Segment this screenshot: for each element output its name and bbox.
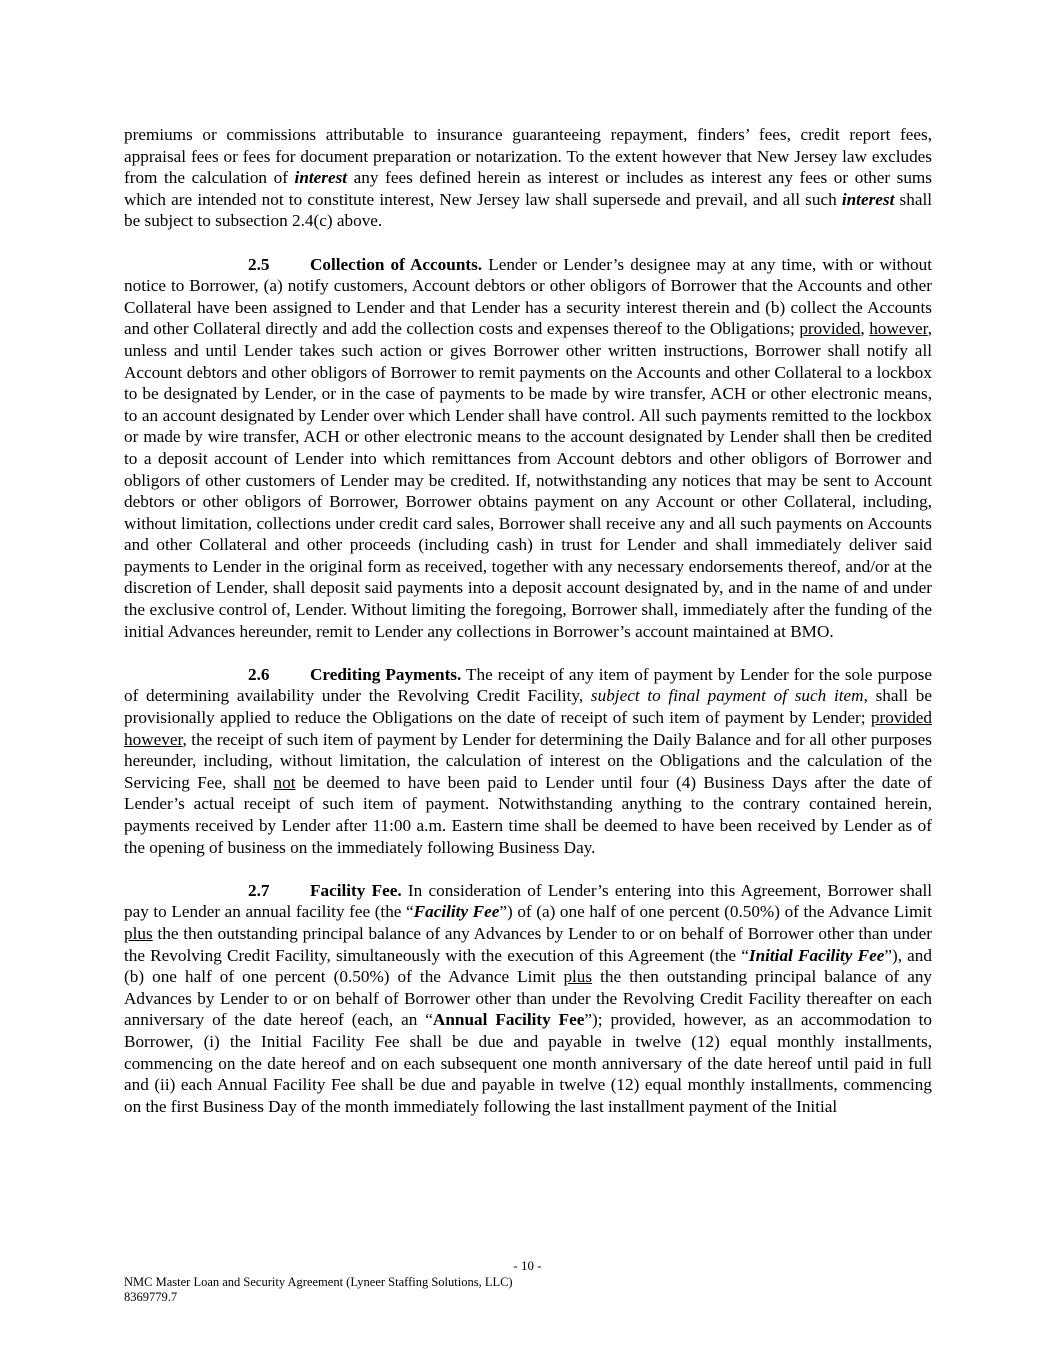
page-number: - 10 - (513, 1258, 542, 1273)
defined-term: Facility Fee (413, 902, 500, 922)
section-number: 2.6 (248, 664, 270, 684)
footer-document-id: 8369779.7 (124, 1290, 178, 1304)
defined-term: Annual Facility Fee (432, 1010, 585, 1030)
section-title: Crediting Payments. (310, 664, 462, 684)
defined-term: interest (841, 189, 895, 209)
document-body (124, 124, 932, 1117)
defined-term: interest (294, 168, 348, 188)
section-2-5: 2.5 Collection of Accounts. Lender or Lender’s designee may at any time, with or without notice to Borrower, (a) notify customers, Account debtors or other obligors of Borrower that the Accounts and other Collateral have been assigned to Lender and that Lender has a security interest therein and (b) collect the Accounts and other Collateral directly and add the collection costs and expenses thereof to the Obligations; provided, however, unless and until Lender takes such action or gives Borrower other written instructions, Borrower shall notify all Account debtors and other obligors of Borrower to remit payments on the Accounts and other Collateral to a lockbox to be designated by Lender, or in the case of payments to be made by wire transfer, ACH or other electronic means, to an account designated by Lender over which Lender shall have control. All such payments remitted to the lockbox or made by wire transfer, ACH or other electronic means to the account designated by Lender shall then be credited to a deposit account of Lender into which remittances from Account debtors and other obligors of Borrower and obligors of other customers of Lender may be credited. If, notwithstanding any notices that may be sent to Account debtors or other obligors of Borrower, Borrower obtains payment on any Account or other Collateral, including, without limitation, collections under credit card sales, Borrower shall receive any and all such payments on Accounts and other Collateral and other proceeds (including cash) in trust for Lender and shall immediately deliver said payments to Lender in the original form as received, together with any necessary endorsements thereof, and/or at the discretion of Lender, shall deposit said payments into a deposit account designated by, and in the name of and under the exclusive control of, Lender. Without limiting the foregoing, Borrower shall, immediately after the funding of the initial Advances hereunder, remit to Lender any collections in Borrower’s account maintained at BMO. (124, 254, 932, 641)
section-title: Facility Fee. (310, 880, 402, 900)
section-number: 2.5 (248, 254, 270, 274)
section-2-6: 2.6 Crediting Payments. The receipt of any item of payment by Lender for the sole purpose of determining availability under the Revolving Credit Facility, subject to final payment of such item, shall be provisionally applied to reduce the Obligations on the date of receipt of such item of payment by Lender; provided however, the receipt of such item of payment by Lender for determining the Daily Balance and for all other purposes hereunder, including, without limitation, the calculation of interest on the Obligations and the calculation of the Servicing Fee, shall not be deemed to have been paid to Lender until four (4) Business Days after the date of Lender’s actual receipt of such item of payment. Notwithstanding anything to the contrary contained herein, payments received by Lender after 11:00 a.m. Eastern time shall be deemed to have been received by Lender as of the opening of business on the immediately following Business Day. (124, 664, 933, 857)
section-number: 2.7 (248, 880, 270, 900)
paragraph-intro: premiums or commissions attributable to insurance guaranteeing repayment, finders’ fees, credit report fees, appraisal fees or fees for document preparation or notarization. To the extent however that New Jersey law excludes from the calculation of interest any fees defined herein as interest or includes as interest any fees or other sums which are intended not to constitute interest, New Jersey law shall supersede and prevail, and all such interest shall be subject to subsection 2.4(c) above. (124, 125, 933, 231)
defined-term: Initial Facility Fee (748, 945, 885, 965)
footer-document-title: NMC Master Loan and Security Agreement (Lyneer Staffing Solutions, LLC) (124, 1275, 513, 1289)
section-2-7: 2.7 Facility Fee. In consideration of Lender’s entering into this Agreement, Borrower shall pay to Lender an annual facility fee (the “Facility Fee”) of (a) one half of one percent (0.50%) of the Advance Limit plus the then outstanding principal balance of any Advances by Lender to or on behalf of Borrower other than under the Revolving Credit Facility, simultaneously with the execution of this Agreement (the “Initial Facility Fee”), and (b) one half of one percent (0.50%) of the Advance Limit plus the then outstanding principal balance of any Advances by Lender to or on behalf of Borrower other than under the Revolving Credit Facility thereafter on each anniversary of the date hereof (each, an “Annual Facility Fee”); provided, however, as an accommodation to Borrower, (i) the Initial Facility Fee shall be due and payable in twelve (12) equal monthly installments, commencing on the date hereof and on each subsequent one month anniversary of the date hereof until paid in full and (ii) each Annual Facility Fee shall be due and payable in twelve (12) equal monthly installments, commencing on the first Business Day of the month immediately following the last installment payment of the Initial (124, 880, 933, 1116)
section-title: Collection of Accounts. (310, 254, 483, 274)
